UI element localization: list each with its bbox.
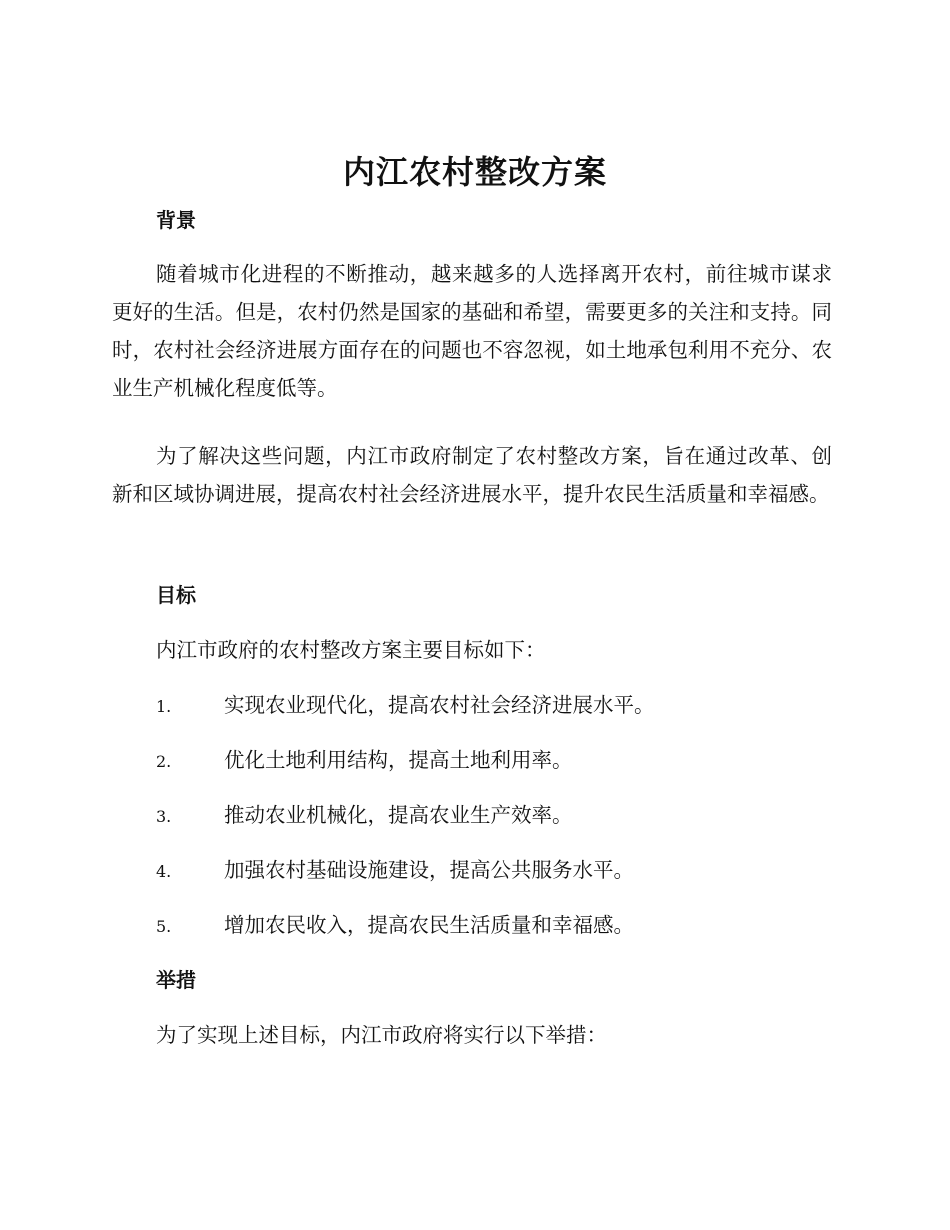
section-heading-goals: 目标: [156, 583, 196, 607]
list-item-text: 推动农业机械化，提高农业生产效率。: [224, 803, 573, 827]
section-heading-measures: 举措: [156, 968, 196, 992]
list-item: [156, 689, 836, 744]
goals-list: [156, 689, 836, 964]
measures-intro: 为了实现上述目标，内江市政府将实行以下举措：: [156, 1023, 607, 1047]
list-item-number: 3.: [156, 807, 172, 826]
list-item: [156, 744, 836, 799]
list-item-number: 5.: [156, 917, 172, 936]
list-item: [156, 909, 836, 964]
document-title: 内江农村整改方案: [342, 153, 607, 191]
list-item-text: 增加农民收入，提高农民生活质量和幸福感。: [224, 913, 634, 937]
section-heading-background: 背景: [156, 208, 196, 232]
background-paragraph-1: 随着城市化进程的不断推动，越来越多的人选择离开农村，前往城市谋求更好的生活。但是，农村仍然是国家的基础和希望，需要更多的关注和支持。同时，农村社会经济进展方面存在的问题也不容忽视，如土地承包利用不充分、农业生产机械化程度低等。: [112, 262, 832, 400]
goals-intro: 内江市政府的农村整改方案主要目标如下：: [156, 638, 546, 662]
background-paragraph-2: 为了解决这些问题，内江市政府制定了农村整改方案，旨在通过改革、创新和区域协调进展，提高农村社会经济进展水平，提升农民生活质量和幸福感。: [112, 444, 832, 506]
list-item-text: 加强农村基础设施建设，提高公共服务水平。: [224, 858, 634, 882]
list-item: [156, 799, 836, 854]
list-item: [156, 854, 836, 909]
list-item-number: 4.: [156, 862, 172, 881]
list-item-number: 1.: [156, 697, 172, 716]
list-item-text: 实现农业现代化，提高农村社会经济进展水平。: [224, 693, 655, 717]
list-item-number: 2.: [156, 752, 172, 771]
list-item-text: 优化土地利用结构，提高土地利用率。: [224, 748, 573, 772]
